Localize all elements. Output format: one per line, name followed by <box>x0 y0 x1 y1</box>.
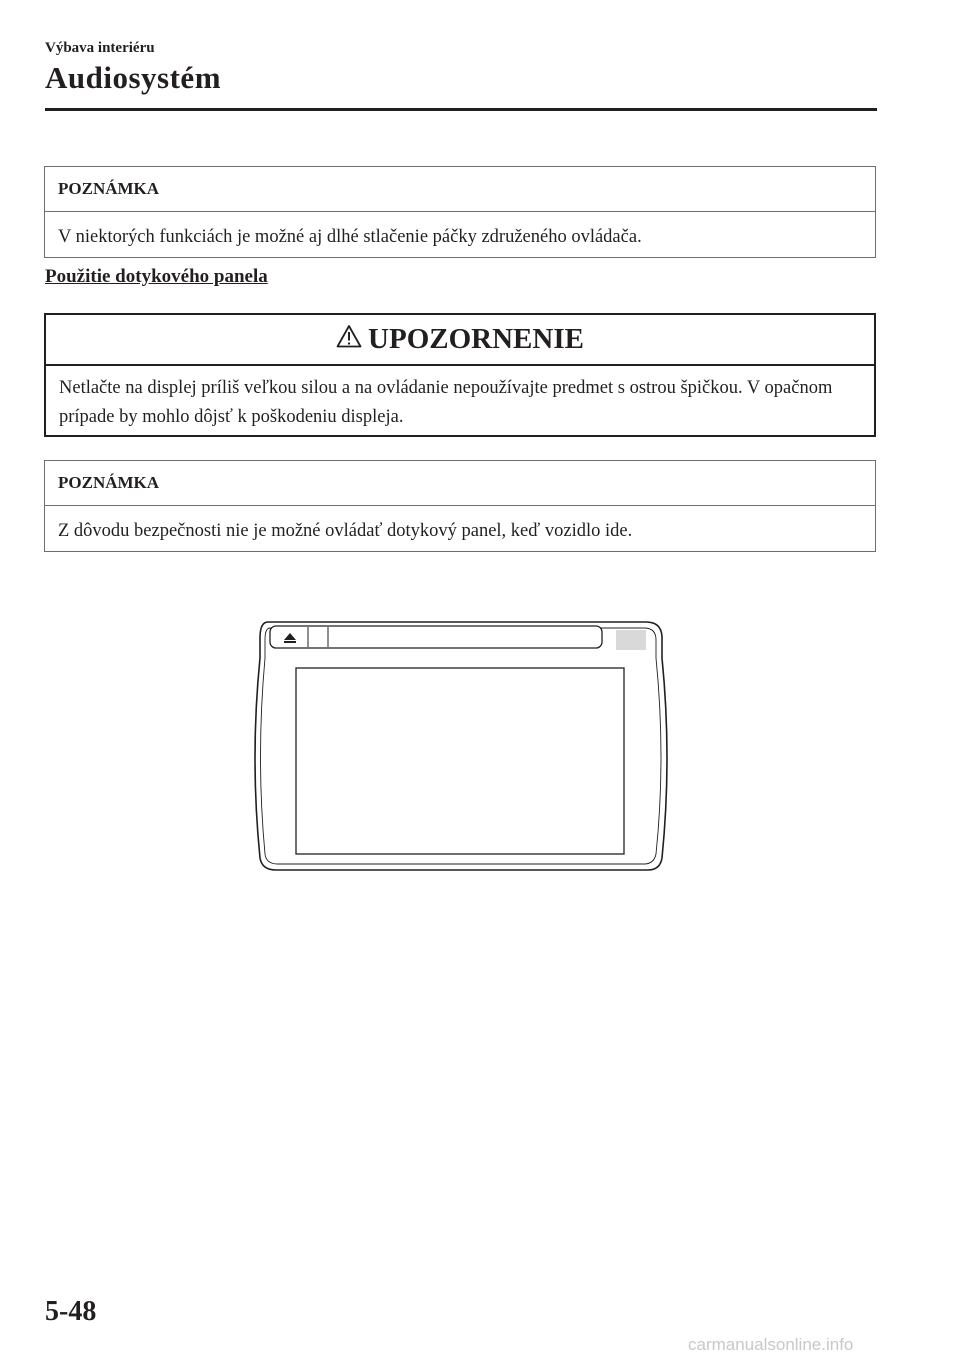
note-text: V niektorých funkciách je možné aj dlhé stlačenie páčky združeného ovládača. <box>58 227 642 247</box>
page-number: 5-48 <box>45 1296 97 1327</box>
note-text: Z dôvodu bezpečnosti nie je možné ovládať dotykový panel, keď vozidlo ide. <box>58 521 633 541</box>
section-subheading: Použitie dotykového panela <box>45 266 268 287</box>
caution-header <box>46 315 874 366</box>
caution-box <box>44 313 876 437</box>
page-title: Audiosystém <box>45 60 222 95</box>
note-box <box>44 166 876 258</box>
section-label: Výbava interiéru <box>45 40 155 56</box>
note-heading: POZNÁMKA <box>45 167 875 212</box>
warning-triangle-icon <box>336 323 362 356</box>
note-heading: POZNÁMKA <box>45 461 875 506</box>
caution-text: Netlačte na displej príliš veľkou silou a na ovládanie nepoužívajte predmet s ostrou špičkou. V opačnom prípade by mohlo dôjsť k poškodeniu displeja. <box>59 378 833 427</box>
title-rule <box>45 108 877 111</box>
watermark: carmanualsonline.info <box>688 1335 854 1354</box>
touch-panel-illustration <box>248 618 676 881</box>
note-box <box>44 460 876 552</box>
caution-heading: UPOZORNENIE <box>368 323 584 355</box>
